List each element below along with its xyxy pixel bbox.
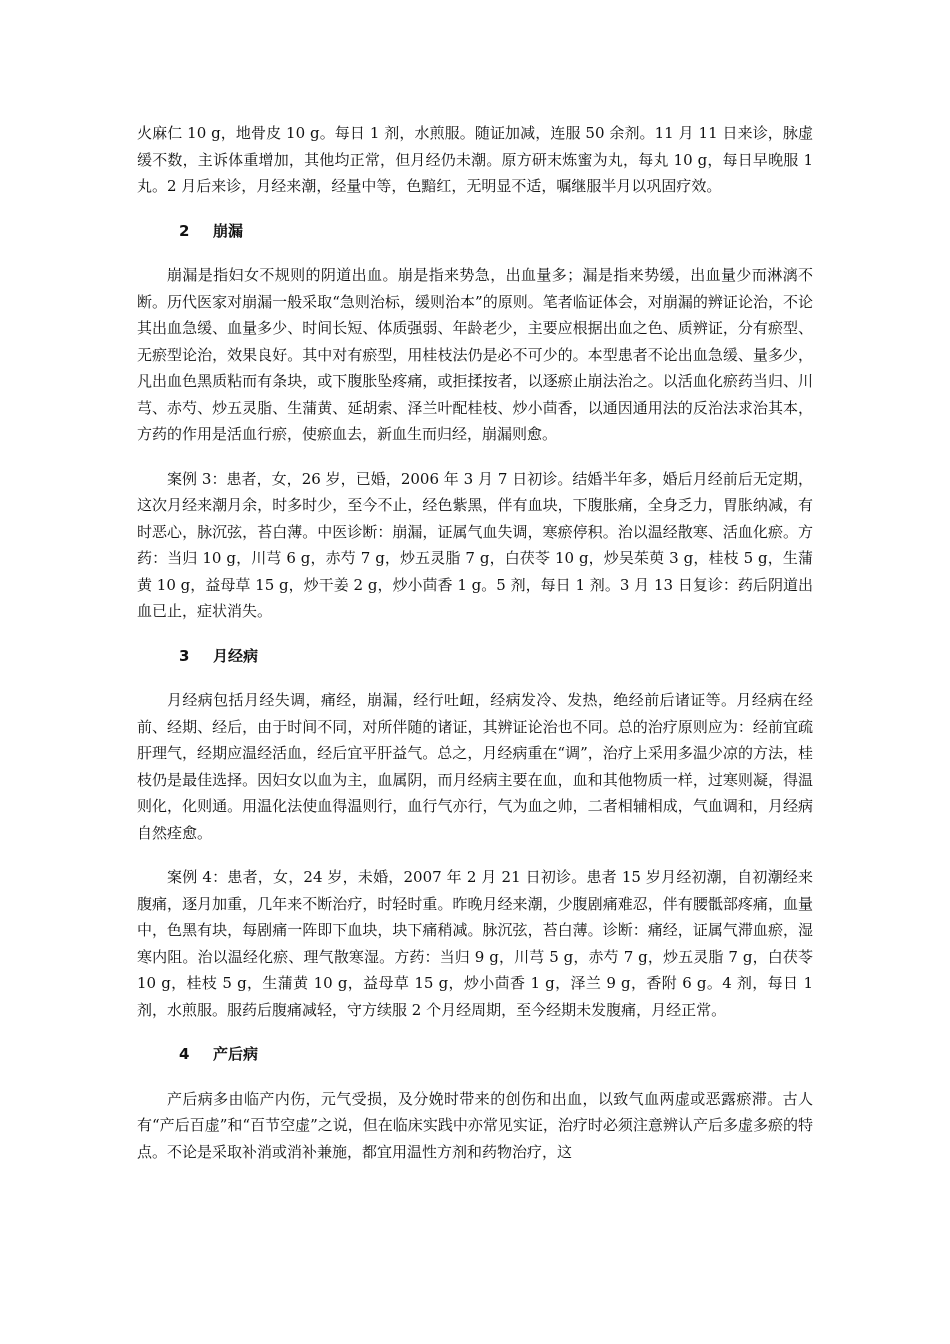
paragraph-case-4: 案例 4：患者，女，24 岁，未婚，2007 年 2 月 21 日初诊。患者 15 岁月经初潮，自初潮经来腹痛，逐月加重，几年来不断治疗，时轻时重。昨晚月经来潮，少腹剧痛难忍，伴有腰骶部疼痛，血量中，色黑有块，每剧痛一阵即下血块，块下痛稍减。脉沉弦，苔白薄。诊断：痛经，证属气滞血瘀，湿寒内阻。治以温经化瘀、理气散寒湿。方药：当归 9 g，川芎 5 g，赤芍 7 g，炒五灵脂 7 g，白茯苓 10 g，桂枝 5 g，生蒲黄 10 g，益母草 15 g，炒小茴香 1 g，泽兰 9 g，香附 6 g。4 剂，每日 1 剂，水煎服。服药后腹痛减轻，守方续服 2 个月经周期，至今经期未发腹痛，月经正常。 bbox=[137, 868, 813, 1019]
paragraph-continuation: 火麻仁 10 g，地骨皮 10 g。每日 1 剂，水煎服。随证加减，连服 50 余剂。11 月 11 日来诊，脉虚缓不数，主诉体重增加，其他均正常，但月经仍未潮。原方研末炼蜜为丸，每丸 10 g，每日早晚服 1 丸。2 月后来诊，月经来潮，经量中等，色黯红，无明显不适，嘱继服半月以巩固疗效。 bbox=[137, 124, 813, 195]
paragraph-case-3: 案例 3：患者，女，26 岁，已婚，2006 年 3 月 7 日初诊。结婚半年多，婚后月经前后无定期，这次月经来潮月余，时多时少，至今不止，经色紫黑，伴有血块，下腹胀痛，全身乏力，胃胀纳减，有时恶心，脉沉弦，苔白薄。中医诊断：崩漏，证属气血失调，寒瘀停积。治以温经散寒、活血化瘀。方药：当归 10 g，川芎 6 g，赤芍 7 g，炒五灵脂 7 g，白茯苓 10 g，炒吴茱萸 3 g，桂枝 5 g，生蒲黄 10 g，益母草 15 g，炒干姜 2 g，炒小茴香 1 g。5 剂，每日 1 剂。3 月 13 日复诊：药后阴道出血已止，症状消失。 bbox=[137, 469, 813, 620]
section-heading-4 bbox=[137, 1041, 813, 1068]
section-title: 产后病 bbox=[213, 1045, 259, 1063]
section-number: 4 bbox=[179, 1045, 190, 1063]
section-heading-2 bbox=[137, 218, 813, 245]
paragraph-postpartum-intro: 产后病多由临产内伤，元气受损，及分娩时带来的创伤和出血，以致气血两虚或恶露瘀滞。古人有“产后百虚”和“百节空虚”之说，但在临床实践中亦常见实证，治疗时必须注意辨认产后多虚多瘀的特点。不论是采取补消或消补兼施，都宜用温性方剂和药物治疗，这 bbox=[137, 1089, 813, 1161]
section-title: 月经病 bbox=[213, 646, 259, 665]
section-heading-3 bbox=[137, 643, 813, 670]
paragraph-bengleng-intro: 崩漏是指妇女不规则的阴道出血。崩是指来势急，出血量多；漏是指来势缓，出血量少而淋漓不断。历代医家对崩漏一般采取“急则治标，缓则治本”的原则。笔者临证体会，对崩漏的辨证论治，不论其出血急缓、血量多少、时间长短、体质强弱、年龄老少，主要应根据出血之色、质辨证，分有瘀型、无瘀型论治，效果良好。其中对有瘀型，用桂枝法仍是必不可少的。本型患者不论出血急缓、量多少，凡出血色黑质粘而有条块，或下腹胀坠疼痛，或拒揉按者，以逐瘀止崩法治之。以活血化瘀药当归、川芎、赤芍、炒五灵脂、生蒲黄、延胡索、泽兰叶配桂枝、炒小茴香，以通因通用法的反治法求治其本，方药的作用是活血行瘀，使瘀血去，新血生而归经，崩漏则愈。 bbox=[137, 266, 813, 443]
section-number: 2 bbox=[179, 221, 190, 240]
section-title: 崩漏 bbox=[213, 221, 244, 240]
paragraph-menstrual-intro: 月经病包括月经失调，痛经，崩漏，经行吐衄，经病发冷、发热，绝经前后诸证等。月经病在经前、经期、经后，由于时间不同，对所伴随的诸证，其辨证论治也不同。总的治疗原则应为：经前宜疏肝理气，经期应温经活血，经后宜平肝益气。总之，月经病重在“调”，治疗上采用多温少凉的方法，桂枝仍是最佳选择。因妇女以血为主，血属阴，而月经病主要在血，血和其他物质一样，过寒则凝，得温则化，化则通。用温化法使血得温则行，血行气亦行，气为血之帅，二者相辅相成，气血调和，月经病自然痊愈。 bbox=[137, 691, 813, 842]
section-number: 3 bbox=[179, 646, 190, 665]
document-page bbox=[137, 120, 813, 1183]
